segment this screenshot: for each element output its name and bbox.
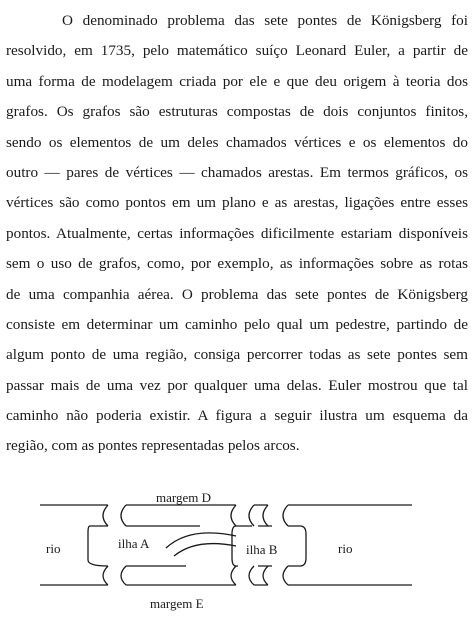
bridge-5: [263, 505, 288, 526]
bridge-7: [263, 566, 288, 585]
bridge-1: [103, 505, 126, 526]
bridge-4: [231, 505, 254, 526]
bridge-3: [166, 533, 236, 556]
label-rio-left: rio: [46, 541, 61, 556]
passage-line: região, com as pontes representadas pelos arcos.: [6, 437, 300, 455]
passage-line: sendo os elementos de um deles chamados vértices e os elementos do: [6, 133, 468, 151]
bridge-2: [103, 566, 126, 585]
passage-line: grafos. Os grafos são estruturas compostas de dois conjuntos finitos,: [6, 103, 468, 121]
passage-line: vértices são como pontos em um plano e as arestas, ligações entre esses: [6, 194, 468, 212]
bridge-6: [231, 566, 254, 585]
konigsberg-diagram: [0, 486, 472, 618]
passage-line: resolvido, em 1735, pelo matemático suíço Leonard Euler, a partir de: [6, 42, 468, 60]
passage-line: O denominado problema das sete pontes de Königsberg foi: [62, 12, 468, 29]
passage-line: caminho não poderia existir. A figura a seguir ilustra um esquema da: [6, 407, 468, 425]
label-ilha-b: ilha B: [246, 542, 278, 557]
passage-line: outro — pares de vértices — chamados arestas. Em termos gráficos, os: [6, 163, 468, 181]
label-rio-right: rio: [338, 541, 353, 556]
label-margem-d: margem D: [156, 490, 211, 505]
passage-line: sem o uso de grafos, como, por exemplo, as informações sobre as rotas: [6, 255, 468, 273]
passage-line: passar mais de uma vez por qualquer uma delas. Euler mostrou que tal: [6, 376, 468, 394]
passage-line: consiste em determinar um caminho pelo qual um pedestre, partindo de: [6, 315, 468, 333]
passage-line: de uma companhia aérea. O problema das sete pontes de Königsberg: [6, 285, 468, 303]
island-a: [88, 526, 108, 566]
label-ilha-a: ilha A: [118, 536, 150, 551]
passage-line: pontos. Atualmente, certas informações dificilmente estariam disponíveis: [6, 224, 468, 242]
konigsberg-bridges-figure: [0, 486, 472, 618]
passage-line: uma forma de modelagem criada por ele e que deu origem à teoria dos: [6, 72, 468, 90]
passage-text: [6, 6, 468, 462]
passage-line: algum ponto de uma região, consiga percorrer todas as sete pontes sem: [6, 346, 468, 364]
label-margem-e: margem E: [150, 596, 204, 611]
